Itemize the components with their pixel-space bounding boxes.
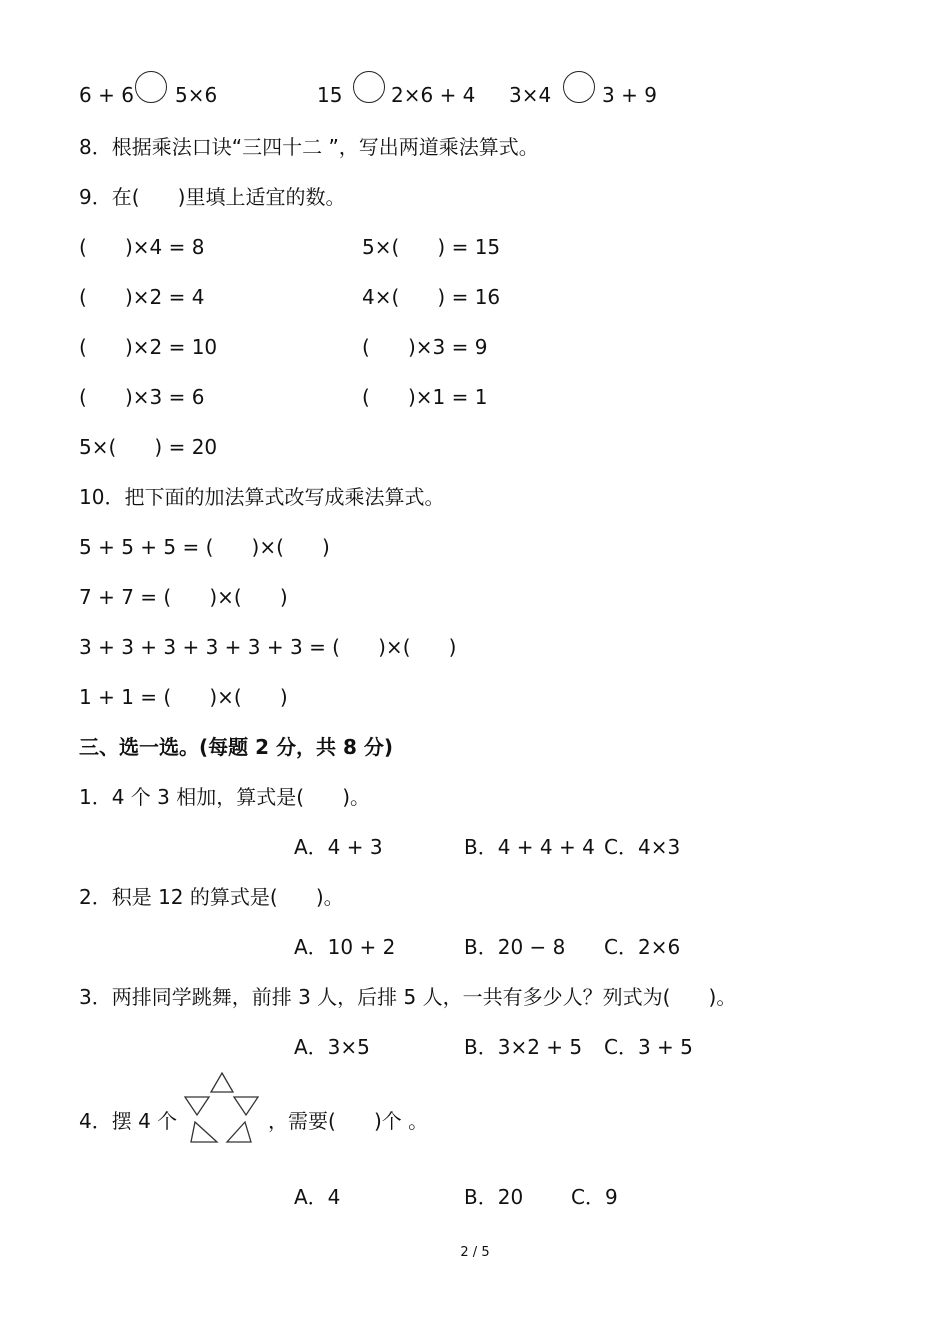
compare-circle-c[interactable] [563, 71, 595, 103]
fill-item: 5×( ) = 20 [79, 435, 218, 459]
triangle-icon [191, 1122, 217, 1142]
rewrite-item: 1 + 1 = ( )×( ) [79, 685, 288, 709]
triangle-icon [211, 1073, 233, 1092]
choice-question-4-end: ，需要( )个 。 [268, 1109, 429, 1133]
rewrite-item: 7 + 7 = ( )×( ) [79, 585, 288, 609]
compare-circle-a[interactable] [135, 71, 167, 103]
fill-item: ( )×4 = 8 [79, 235, 205, 259]
choice-question-1: 1．4 个 3 相加，算式是( )。 [79, 785, 370, 809]
rewrite-item: 5 + 5 + 5 = ( )×( ) [79, 535, 330, 559]
section-3-heading: 三、选一选。(每题 2 分，共 8 分) [79, 735, 393, 759]
compare-b-right: 2×6 + 4 [391, 83, 476, 107]
option-a: A．4 [294, 1185, 341, 1209]
option-c: C．3 + 5 [604, 1035, 693, 1059]
option-b: B．20 [464, 1185, 524, 1209]
choice-question-2: 2．积是 12 的算式是( )。 [79, 885, 344, 909]
fill-item: ( )×3 = 9 [362, 335, 488, 359]
compare-b-left: 15 [317, 83, 343, 107]
option-c: C．4×3 [604, 835, 681, 859]
option-b: B．20 − 8 [464, 935, 566, 959]
option-b: B．3×2 + 5 [464, 1035, 583, 1059]
choice-question-4-start: 4．摆 4 个 [79, 1109, 178, 1133]
compare-c-right: 3 + 9 [602, 83, 657, 107]
fill-item: ( )×1 = 1 [362, 385, 488, 409]
option-a: A．3×5 [294, 1035, 370, 1059]
option-a: A．4 + 3 [294, 835, 383, 859]
option-a: A．10 + 2 [294, 935, 396, 959]
compare-circle-b[interactable] [353, 71, 385, 103]
fill-item: ( )×3 = 6 [79, 385, 205, 409]
page-number: 2 / 5 [460, 1245, 490, 1260]
fill-item: ( )×2 = 4 [79, 285, 205, 309]
triangle-icon [234, 1097, 258, 1115]
triangle-icon [185, 1097, 209, 1115]
option-c: C．2×6 [604, 935, 681, 959]
question-8: 8．根据乘法口诀“三四十二 ”，写出两道乘法算式。 [79, 135, 539, 159]
choice-question-3: 3．两排同学跳舞，前排 3 人，后排 5 人，一共有多少人？列式为( )。 [79, 985, 737, 1009]
fill-item: 4×( ) = 16 [362, 285, 501, 309]
compare-a-right: 5×6 [175, 83, 218, 107]
question-9-title: 9．在( )里填上适宜的数。 [79, 185, 346, 209]
triangle-icon [227, 1122, 251, 1142]
option-c: C．9 [571, 1185, 618, 1209]
compare-c-left: 3×4 [509, 83, 552, 107]
option-b: B．4 + 4 + 4 [464, 835, 595, 859]
triangles-figure [183, 1070, 261, 1146]
fill-item: 5×( ) = 15 [362, 235, 501, 259]
question-10-title: 10．把下面的加法算式改写成乘法算式。 [79, 485, 445, 509]
compare-a-left: 6 + 6 [79, 83, 134, 107]
fill-item: ( )×2 = 10 [79, 335, 218, 359]
rewrite-item: 3 + 3 + 3 + 3 + 3 + 3 = ( )×( ) [79, 635, 457, 659]
